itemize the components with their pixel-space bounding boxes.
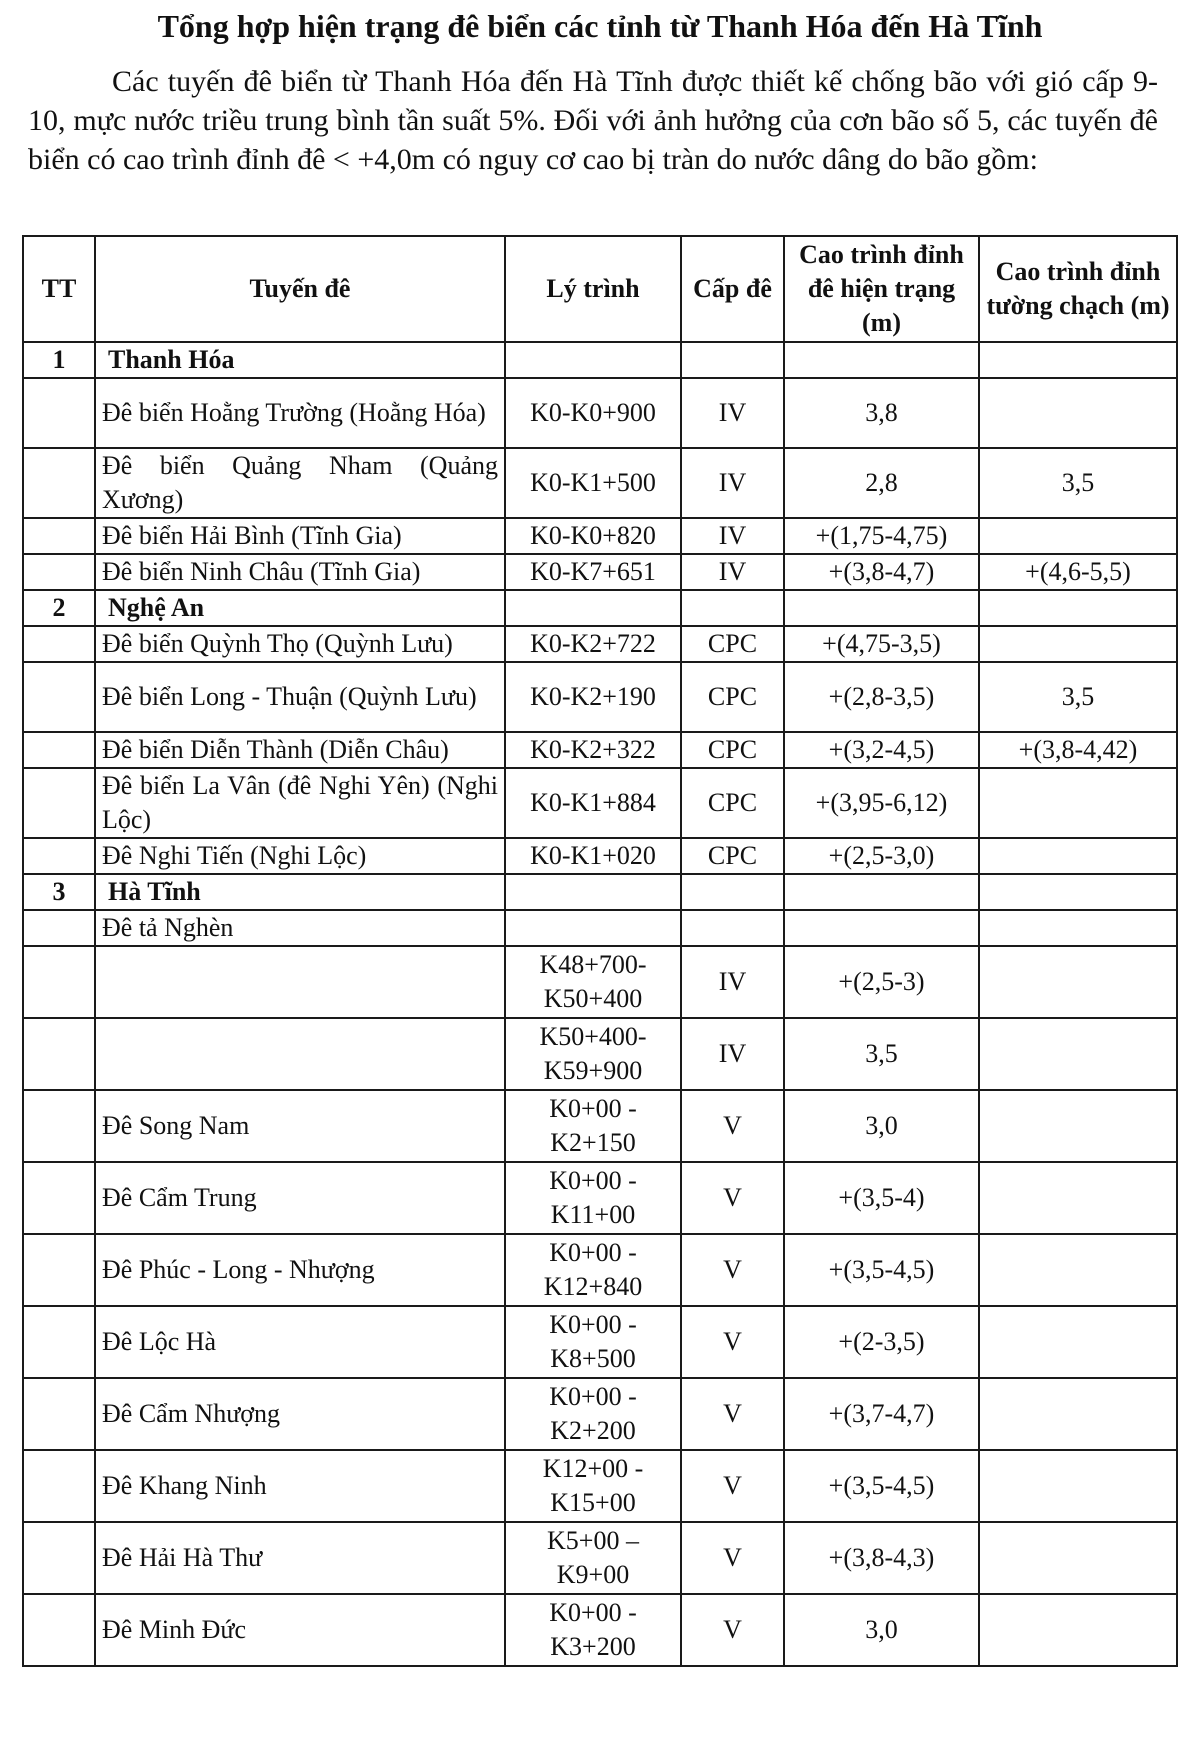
empty-cell [23, 1450, 95, 1522]
empty-cell [979, 910, 1177, 946]
empty-cell [23, 732, 95, 768]
wall-elevation [979, 1162, 1177, 1234]
empty-cell [23, 910, 95, 946]
province-number: 1 [23, 342, 95, 378]
province-number: 2 [23, 590, 95, 626]
route-name: Đê Cẩm Nhượng [95, 1378, 505, 1450]
empty-cell [23, 1234, 95, 1306]
dyke-grade: V [681, 1594, 784, 1666]
table-row [23, 626, 1177, 662]
chainage: K0-K2+322 [505, 732, 681, 768]
wall-elevation: 3,5 [979, 662, 1177, 732]
wall-elevation [979, 626, 1177, 662]
chainage: K0+00 - K3+200 [505, 1594, 681, 1666]
crest-elevation: +(3,5-4) [784, 1162, 979, 1234]
dyke-grade: V [681, 1450, 784, 1522]
dyke-grade: IV [681, 946, 784, 1018]
route-name: Đê biển Long - Thuận (Quỳnh Lưu) [95, 662, 505, 732]
empty-cell [681, 910, 784, 946]
chainage: K0+00 - K8+500 [505, 1306, 681, 1378]
empty-cell [23, 1162, 95, 1234]
province-row [23, 590, 1177, 626]
chainage: K0-K1+884 [505, 768, 681, 838]
crest-elevation: +(3,8-4,7) [784, 554, 979, 590]
chainage: K0+00 - K2+150 [505, 1090, 681, 1162]
crest-elevation: +(3,5-4,5) [784, 1234, 979, 1306]
dyke-grade: CPC [681, 626, 784, 662]
route-name: Đê Cẩm Trung [95, 1162, 505, 1234]
route-name: Đê Lộc Hà [95, 1306, 505, 1378]
dyke-grade: IV [681, 378, 784, 448]
chainage: K50+400-K59+900 [505, 1018, 681, 1090]
chainage: K48+700-K50+400 [505, 946, 681, 1018]
wall-elevation: +(4,6-5,5) [979, 554, 1177, 590]
table-row [23, 378, 1177, 448]
crest-elevation: 3,5 [784, 1018, 979, 1090]
chainage: K0-K0+900 [505, 378, 681, 448]
dyke-grade: CPC [681, 768, 784, 838]
table-row [23, 1522, 1177, 1594]
empty-cell [979, 874, 1177, 910]
wall-elevation [979, 1306, 1177, 1378]
table-row [23, 1162, 1177, 1234]
empty-cell [23, 378, 95, 448]
empty-cell [979, 590, 1177, 626]
crest-elevation: +(3,8-4,3) [784, 1522, 979, 1594]
crest-elevation: +(2-3,5) [784, 1306, 979, 1378]
route-name: Đê biển Hoằng Trường (Hoằng Hóa) [95, 378, 505, 448]
chainage: K0+00 - K11+00 [505, 1162, 681, 1234]
dyke-grade: V [681, 1090, 784, 1162]
table-row [23, 554, 1177, 590]
table-row [23, 662, 1177, 732]
empty-cell [23, 768, 95, 838]
wall-elevation [979, 1450, 1177, 1522]
empty-cell [23, 1090, 95, 1162]
empty-cell [23, 662, 95, 732]
empty-cell [505, 874, 681, 910]
crest-elevation: +(3,95-6,12) [784, 768, 979, 838]
route-name: Đê biển Hải Bình (Tĩnh Gia) [95, 518, 505, 554]
crest-elevation: +(3,7-4,7) [784, 1378, 979, 1450]
dyke-grade: V [681, 1234, 784, 1306]
crest-elevation: 3,0 [784, 1090, 979, 1162]
empty-cell [784, 910, 979, 946]
wall-elevation [979, 1090, 1177, 1162]
table-header-row [23, 236, 1177, 342]
wall-elevation [979, 838, 1177, 874]
table-row [23, 768, 1177, 838]
table-row [23, 1450, 1177, 1522]
wall-elevation [979, 378, 1177, 448]
wall-elevation: +(3,8-4,42) [979, 732, 1177, 768]
empty-cell [23, 518, 95, 554]
chainage: K0+00 - K2+200 [505, 1378, 681, 1450]
dyke-grade: V [681, 1306, 784, 1378]
route-subheader: Đê tả Nghèn [95, 910, 505, 946]
crest-elevation: +(2,5-3,0) [784, 838, 979, 874]
header-chainage: Lý trình [505, 236, 681, 342]
empty-cell [23, 448, 95, 518]
empty-cell [23, 1594, 95, 1666]
chainage: K5+00 – K9+00 [505, 1522, 681, 1594]
route-name [95, 946, 505, 1018]
route-name: Đê Nghi Tiến (Nghi Lộc) [95, 838, 505, 874]
chainage: K0-K2+190 [505, 662, 681, 732]
table-row [23, 1234, 1177, 1306]
route-name: Đê biển Diễn Thành (Diễn Châu) [95, 732, 505, 768]
empty-cell [505, 342, 681, 378]
dyke-grade: V [681, 1378, 784, 1450]
province-row [23, 874, 1177, 910]
empty-cell [979, 342, 1177, 378]
province-row [23, 342, 1177, 378]
table-row [23, 1594, 1177, 1666]
province-name: Hà Tĩnh [95, 874, 505, 910]
wall-elevation: 3,5 [979, 448, 1177, 518]
route-name [95, 1018, 505, 1090]
route-name: Đê biển Ninh Châu (Tĩnh Gia) [95, 554, 505, 590]
empty-cell [784, 342, 979, 378]
crest-elevation: 2,8 [784, 448, 979, 518]
crest-elevation: +(3,2-4,5) [784, 732, 979, 768]
route-name: Đê Song Nam [95, 1090, 505, 1162]
wall-elevation [979, 1234, 1177, 1306]
empty-cell [23, 946, 95, 1018]
chainage: K0-K0+820 [505, 518, 681, 554]
sea-dyke-table [22, 235, 1178, 1667]
route-name: Đê biển Quỳnh Thọ (Quỳnh Lưu) [95, 626, 505, 662]
header-tt: TT [23, 236, 95, 342]
empty-cell [23, 1378, 95, 1450]
dyke-grade: CPC [681, 732, 784, 768]
province-name: Nghệ An [95, 590, 505, 626]
route-name: Đê Minh Đức [95, 1594, 505, 1666]
chainage: K0-K1+500 [505, 448, 681, 518]
header-grade: Cấp đê [681, 236, 784, 342]
empty-cell [784, 874, 979, 910]
route-name: Đê biển Quảng Nham (Quảng Xương) [95, 448, 505, 518]
dyke-grade: IV [681, 518, 784, 554]
wall-elevation [979, 1594, 1177, 1666]
empty-cell [23, 554, 95, 590]
header-crest-elevation: Cao trình đỉnh đê hiện trạng (m) [784, 236, 979, 342]
chainage: K0+00 - K12+840 [505, 1234, 681, 1306]
crest-elevation: 3,8 [784, 378, 979, 448]
intro-paragraph: Các tuyến đê biển từ Thanh Hóa đến Hà Tĩnh được thiết kế chống bão với gió cấp 9-10, mực nước triều trung bình tần suất 5%. Đối với ảnh hưởng của cơn bão số 5, các tuyến đê biển có cao trình đỉnh đê < +4,0m có nguy cơ cao bị tràn do nước dâng do bão gồm: [28, 65, 1158, 176]
dyke-grade: V [681, 1522, 784, 1594]
empty-cell [681, 342, 784, 378]
crest-elevation: 3,0 [784, 1594, 979, 1666]
table-row [23, 1018, 1177, 1090]
table-row [23, 1306, 1177, 1378]
header-route: Tuyến đê [95, 236, 505, 342]
table-row [23, 732, 1177, 768]
empty-cell [23, 1522, 95, 1594]
route-name: Đê biển La Vân (đê Nghi Yên) (Nghi Lộc) [95, 768, 505, 838]
empty-cell [505, 910, 681, 946]
empty-cell [681, 874, 784, 910]
empty-cell [784, 590, 979, 626]
wall-elevation [979, 946, 1177, 1018]
header-wall-elevation: Cao trình đỉnh tường chạch (m) [979, 236, 1177, 342]
province-number: 3 [23, 874, 95, 910]
dyke-grade: CPC [681, 662, 784, 732]
route-name: Đê Khang Ninh [95, 1450, 505, 1522]
empty-cell [23, 626, 95, 662]
table-row [23, 448, 1177, 518]
dyke-grade: IV [681, 448, 784, 518]
table-body [23, 342, 1177, 1666]
empty-cell [23, 838, 95, 874]
empty-cell [23, 1018, 95, 1090]
wall-elevation [979, 768, 1177, 838]
table-row [23, 518, 1177, 554]
subheader-row [23, 910, 1177, 946]
chainage: K0-K7+651 [505, 554, 681, 590]
document-title: Tổng hợp hiện trạng đê biển các tỉnh từ Thanh Hóa đến Hà Tĩnh [157, 8, 1043, 44]
empty-cell [505, 590, 681, 626]
route-name: Đê Phúc - Long - Nhượng [95, 1234, 505, 1306]
province-name: Thanh Hóa [95, 342, 505, 378]
wall-elevation [979, 1522, 1177, 1594]
chainage: K0-K2+722 [505, 626, 681, 662]
crest-elevation: +(2,5-3) [784, 946, 979, 1018]
crest-elevation: +(1,75-4,75) [784, 518, 979, 554]
table-row [23, 1090, 1177, 1162]
wall-elevation [979, 518, 1177, 554]
dyke-grade: CPC [681, 838, 784, 874]
table-row [23, 1378, 1177, 1450]
chainage: K0-K1+020 [505, 838, 681, 874]
crest-elevation: +(2,8-3,5) [784, 662, 979, 732]
empty-cell [681, 590, 784, 626]
chainage: K12+00 - K15+00 [505, 1450, 681, 1522]
dyke-grade: IV [681, 554, 784, 590]
route-name: Đê Hải Hà Thư [95, 1522, 505, 1594]
table-row [23, 838, 1177, 874]
wall-elevation [979, 1378, 1177, 1450]
empty-cell [23, 1306, 95, 1378]
wall-elevation [979, 1018, 1177, 1090]
dyke-grade: V [681, 1162, 784, 1234]
crest-elevation: +(3,5-4,5) [784, 1450, 979, 1522]
crest-elevation: +(4,75-3,5) [784, 626, 979, 662]
dyke-grade: IV [681, 1018, 784, 1090]
table-row [23, 946, 1177, 1018]
